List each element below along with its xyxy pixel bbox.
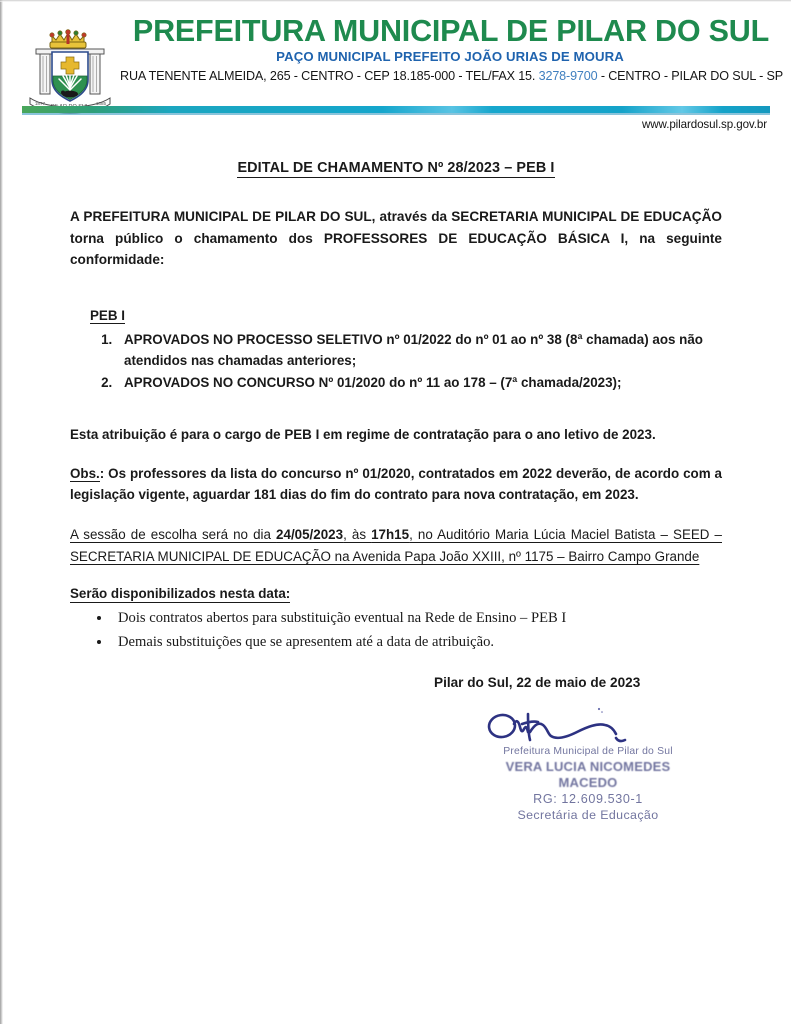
organization-address	[120, 65, 784, 84]
list-item: 1. APROVADOS NO PROCESSO SELETIVO nº 01/2022 do nº 01 ao nº 38 (8ª chamada) aos não atendidos nas chamadas anteriores;	[116, 329, 722, 371]
city-and-date: Pilar do Sul, 22 de maio de 2023	[434, 674, 641, 690]
organization-name: PREFEITURA MUNICIPAL DE PILAR DO SUL	[132, 14, 770, 48]
available-list	[70, 607, 722, 653]
peb-section	[90, 307, 722, 393]
stamp-name: VERA LUCIA NICOMEDES MACEDO	[505, 759, 671, 790]
stamp-organization: Prefeitura Municipal de Pilar do Sul	[503, 746, 673, 757]
page-title	[70, 160, 722, 176]
address-prefix: RUA TENENTE ALMEIDA, 265 - CENTRO - CEP 18.185-000 - TEL/FAX 15.	[120, 69, 539, 83]
organization-subtitle: PAÇO MUNICIPAL PREFEITO JOÃO URIAS DE MOURA	[276, 49, 624, 64]
official-stamp	[478, 744, 698, 823]
signature-block	[478, 700, 698, 822]
spacer	[70, 568, 722, 586]
letterhead-divider-bar-thin	[22, 113, 770, 115]
svg-text:1885: 1885	[95, 101, 107, 106]
session-prefix: A sessão de escolha será no dia	[70, 526, 277, 542]
observation-label: Obs.	[70, 465, 100, 481]
scan-edge-top	[0, 0, 791, 2]
spacer	[70, 506, 722, 524]
intro-paragraph: A PREFEITURA MUNICIPAL DE PILAR DO SUL, através da SECRETARIA MUNICIPAL DE EDUCAÇÃO torna público o chamamento dos PROFESSORES DE EDUCAÇÃO BÁSICA I, na seguinte conformidade:	[70, 209, 722, 267]
observation-paragraph	[70, 463, 722, 506]
website-url: www.pilardosul.sp.gov.br	[642, 118, 767, 131]
atribuicao-paragraph: Esta atribuição é para o cargo de PEB I em regime de contratação para o ano letivo de 2023.	[70, 426, 656, 442]
session-paragraph	[70, 524, 722, 568]
list-item: • Dois contratos abertos para substituição eventual na Rede de Ensino – PEB I	[112, 607, 722, 629]
letterhead-text	[120, 14, 784, 84]
approved-list	[90, 329, 722, 393]
letterhead	[0, 14, 791, 130]
coat-of-arms-icon	[22, 26, 118, 118]
spacer	[70, 445, 722, 463]
address-phone: 3278-9700	[538, 69, 598, 83]
stamp-role: Secretária de Educação	[517, 808, 659, 822]
observation-text: : Os professores da lista do concurso nº 01/2020, contratados em 2022 deverão, de acordo com a legislação vigente, aguardar 181 dias do fim do contrato para nova contratação, em 2023.	[70, 465, 722, 502]
letterhead-divider-bar	[22, 106, 770, 113]
peb-section-label: PEB I	[90, 307, 125, 323]
session-date: 24/05/2023	[276, 526, 344, 542]
list-item: 2. APROVADOS NO CONCURSO Nº 01/2020 do nº 11 ao 178 – (7ª chamada/2023);	[116, 372, 722, 393]
scan-edge-left	[0, 0, 3, 1024]
session-mid: , às	[343, 526, 372, 542]
spacer	[70, 287, 722, 297]
available-heading-text: Serão disponibilizados nesta data:	[70, 585, 291, 601]
available-heading	[70, 586, 722, 601]
page-title-text: EDITAL DE CHAMAMENTO Nº 28/2023 – PEB I	[237, 160, 555, 176]
session-suffix: , no Auditório Maria Lúcia Maciel Batista – SEED – SECRETARIA MUNICIPAL DE EDUCAÇÃO na Avenida Papa João XXIII, nº 1175 – Bairro Campo Grande	[70, 526, 722, 564]
stamp-rg: RG: 12.609.530-1	[533, 792, 643, 806]
list-item: • Demais substituições que se apresentem até a data de atribuição.	[112, 631, 722, 653]
session-time: 17h15	[371, 526, 410, 542]
document-body	[70, 160, 722, 690]
spacer	[70, 394, 722, 424]
svg-text:1877: 1877	[34, 101, 46, 106]
address-suffix: - CENTRO - PILAR DO SUL - SP	[597, 69, 784, 83]
